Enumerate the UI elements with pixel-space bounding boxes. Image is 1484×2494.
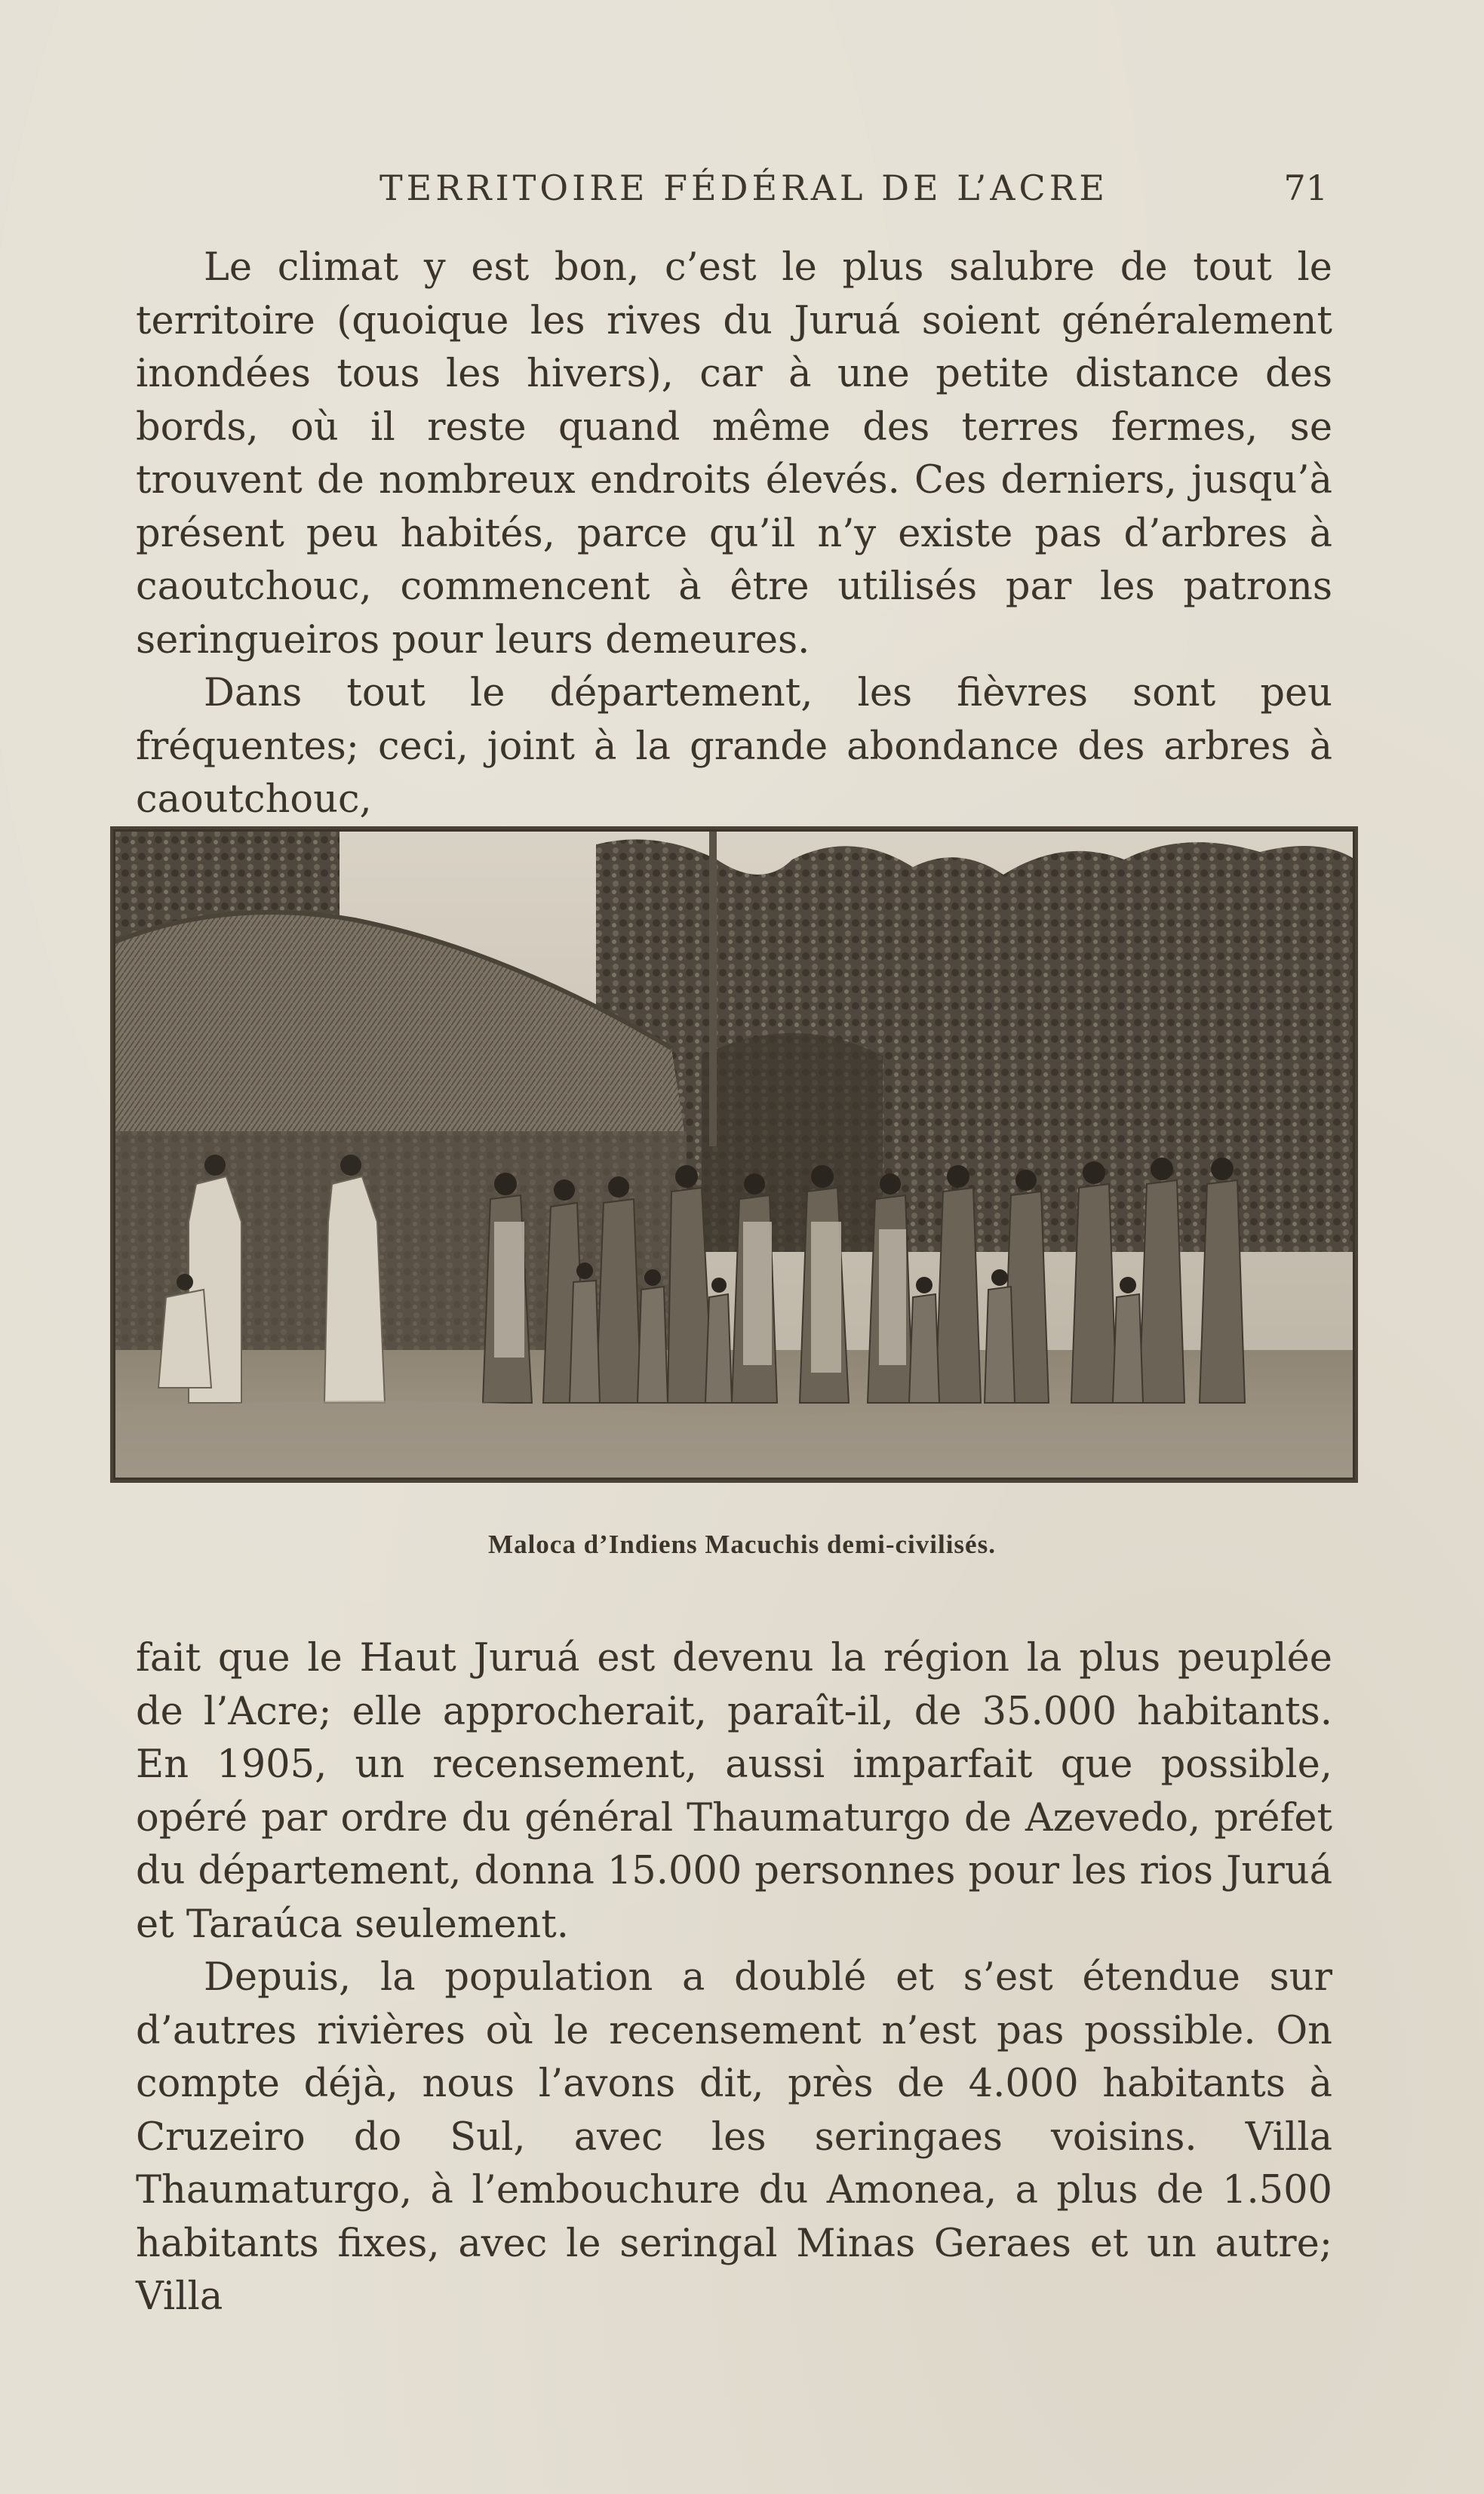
page-number: 71 <box>1283 168 1328 208</box>
body-text-bottom <box>136 1632 1332 2324</box>
page-header <box>136 168 1328 213</box>
photo-illustration <box>110 826 1358 1483</box>
body-text-top <box>136 241 1332 827</box>
figure-caption: Maloca d’Indiens Macuchis demi-civilisés. <box>488 1530 996 1559</box>
running-title: TERRITOIRE FÉDÉRAL DE L’ACRE <box>379 168 1108 208</box>
paragraph: Dans tout le département, les fièvres sont peu fréquentes; ceci, joint à la grande abondance des arbres à caoutchouc, <box>136 671 1332 822</box>
photograph-indians-maloca-icon <box>113 829 1355 1480</box>
paragraph: fait que le Haut Juruá est devenu la région la plus peuplée de l’Acre; elle approcherait, paraît-il, de 35.000 habitants. En 1905, un recensement, aussi imparfait que possible, opéré par ordre du général Thaumaturgo de Azevedo, préfet du département, donna 15.000 personnes pour les rios Juruá et Taraúca seulement. <box>136 1636 1332 1947</box>
paragraph: Le climat y est bon, c’est le plus salubre de tout le territoire (quoique les rives du Juruá soient généralement inondées tous les hivers), car à une petite distance des bords, où il reste quand même des terres fermes, se trouvent de nombreux endroits élevés. Ces derniers, jusqu’à présent peu habités, parce qu’il n’y existe pas d’arbres à caoutchouc, commencent à être utilisés par les patrons seringueiros pour leurs demeures. <box>136 245 1332 663</box>
paragraph: Depuis, la population a doublé et s’est étendue sur d’autres rivières où le recensement n’est pas possible. On compte déjà, nous l’avons dit, près de 4.000 habitants à Cruzeiro do Sul, avec les seringaes voisins. Villa Thaumaturgo, à l’embouchure du Amonea, a plus de 1.500 habitants fixes, avec le seringal Minas Geraes et un autre; Villa <box>136 1955 1332 2319</box>
